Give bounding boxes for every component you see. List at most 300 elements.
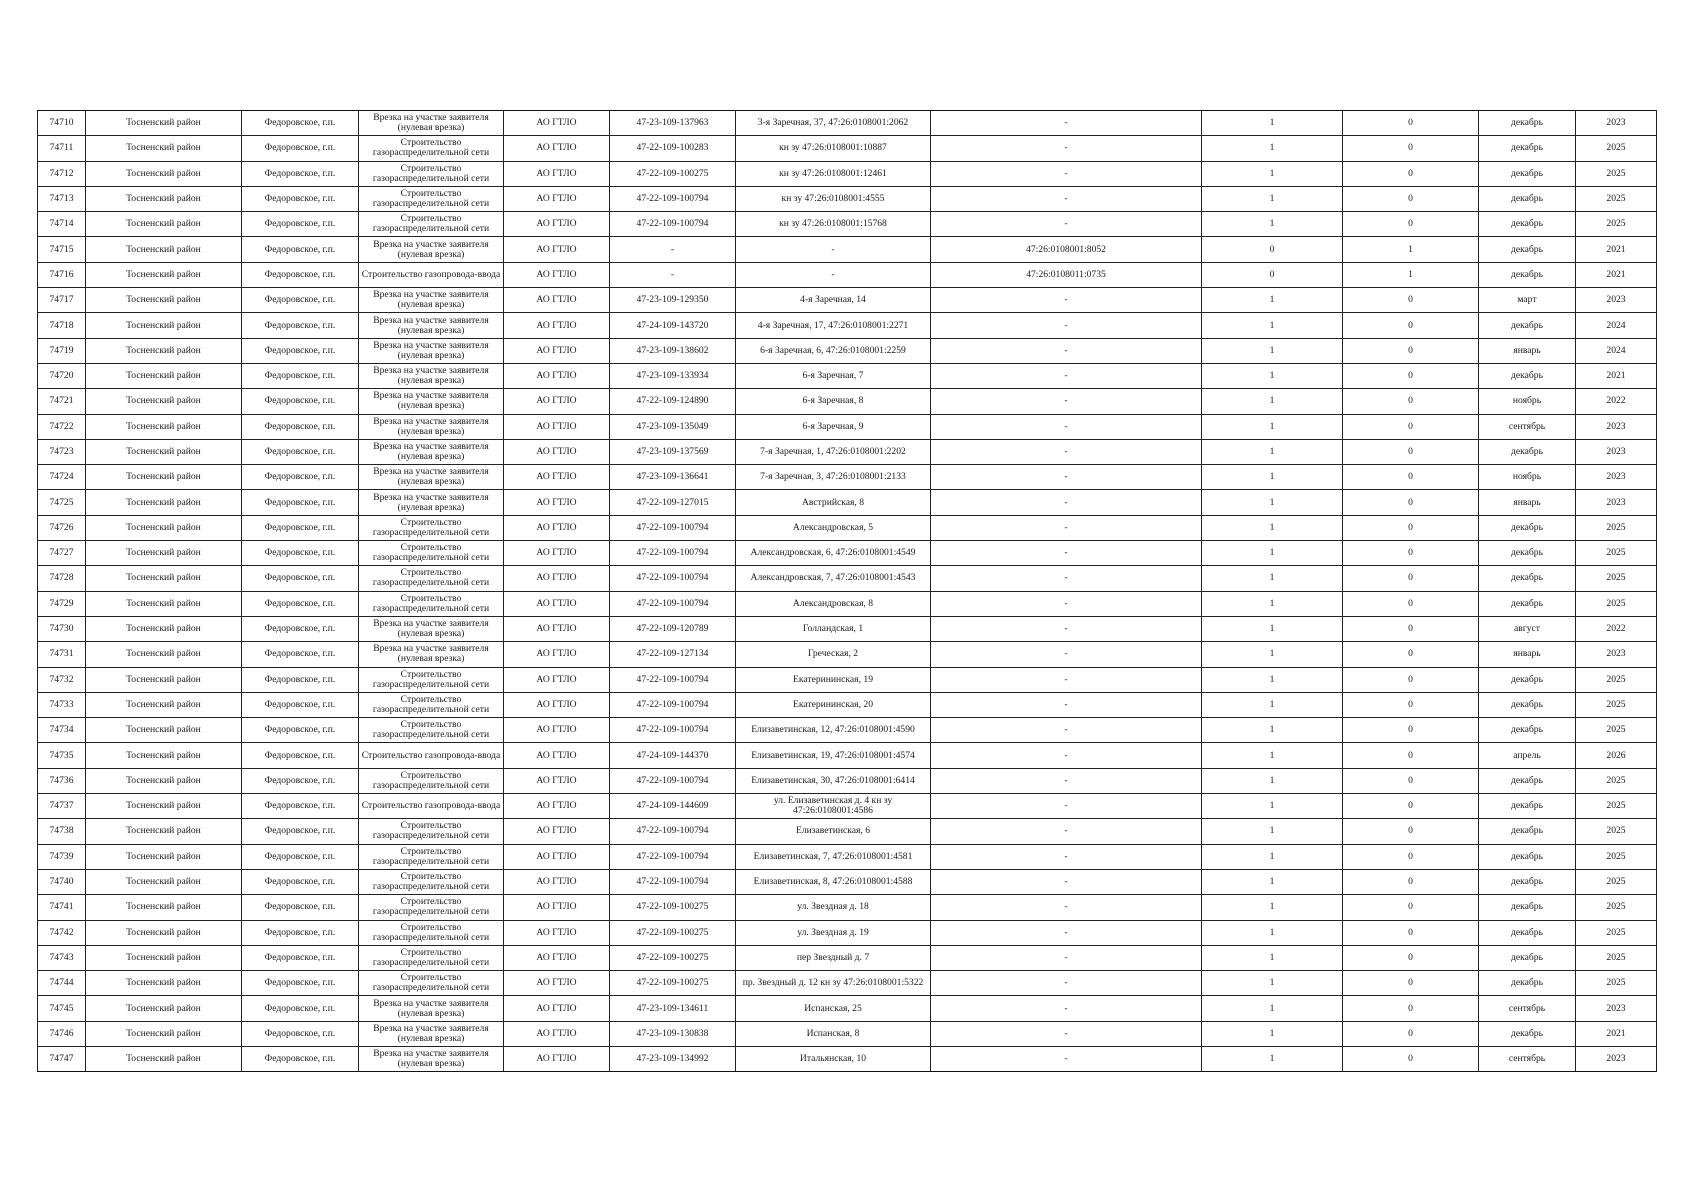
- settlement-cell: Федоровское, г.п.: [242, 996, 359, 1021]
- year-cell: 2023: [1576, 414, 1657, 439]
- district-cell: Тосненский район: [86, 212, 242, 237]
- id-cell: 74743: [38, 945, 86, 970]
- district-cell: Тосненский район: [86, 996, 242, 1021]
- count-b-cell: 1: [1343, 237, 1479, 262]
- month-cell: декабрь: [1479, 1021, 1576, 1046]
- district-cell: Тосненский район: [86, 338, 242, 363]
- cadastral-cell: -: [931, 844, 1202, 869]
- contract-number-cell: 47-22-109-100794: [610, 819, 736, 844]
- year-cell: 2023: [1576, 490, 1657, 515]
- district-cell: Тосненский район: [86, 945, 242, 970]
- settlement-cell: Федоровское, г.п.: [242, 490, 359, 515]
- count-a-cell: 1: [1202, 288, 1343, 313]
- year-cell: 2025: [1576, 591, 1657, 616]
- count-a-cell: 1: [1202, 541, 1343, 566]
- settlement-cell: Федоровское, г.п.: [242, 895, 359, 920]
- settlement-cell: Федоровское, г.п.: [242, 819, 359, 844]
- address-cell: Александровская, 7, 47:26:0108001:4543: [736, 566, 931, 591]
- table-row: [38, 895, 1657, 920]
- organization-cell: АО ГТЛО: [504, 363, 610, 388]
- cadastral-cell: -: [931, 642, 1202, 667]
- table-row: [38, 920, 1657, 945]
- organization-cell: АО ГТЛО: [504, 288, 610, 313]
- id-cell: 74736: [38, 768, 86, 793]
- count-b-cell: 0: [1343, 945, 1479, 970]
- address-cell: Елизаветинская, 7, 47:26:0108001:4581: [736, 844, 931, 869]
- count-a-cell: 1: [1202, 692, 1343, 717]
- organization-cell: АО ГТЛО: [504, 186, 610, 211]
- work-type-cell: Строительство газораспределительной сети: [359, 895, 504, 920]
- month-cell: сентябрь: [1479, 996, 1576, 1021]
- id-cell: 74737: [38, 794, 86, 819]
- id-cell: 74713: [38, 186, 86, 211]
- work-type-cell: Строительство газораспределительной сети: [359, 869, 504, 894]
- year-cell: 2025: [1576, 667, 1657, 692]
- organization-cell: АО ГТЛО: [504, 718, 610, 743]
- organization-cell: АО ГТЛО: [504, 136, 610, 161]
- contract-number-cell: 47-23-109-134992: [610, 1046, 736, 1071]
- district-cell: Тосненский район: [86, 515, 242, 540]
- year-cell: 2025: [1576, 819, 1657, 844]
- count-a-cell: 1: [1202, 515, 1343, 540]
- table-row: [38, 591, 1657, 616]
- id-cell: 74726: [38, 515, 86, 540]
- contract-number-cell: 47-23-109-136641: [610, 465, 736, 490]
- contract-number-cell: 47-24-109-144609: [610, 794, 736, 819]
- year-cell: 2025: [1576, 895, 1657, 920]
- count-b-cell: 0: [1343, 895, 1479, 920]
- organization-cell: АО ГТЛО: [504, 1046, 610, 1071]
- month-cell: декабрь: [1479, 111, 1576, 136]
- count-a-cell: 1: [1202, 414, 1343, 439]
- year-cell: 2025: [1576, 971, 1657, 996]
- work-type-cell: Врезка на участке заявителя (нулевая врезка): [359, 363, 504, 388]
- district-cell: Тосненский район: [86, 819, 242, 844]
- work-type-cell: Строительство газораспределительной сети: [359, 667, 504, 692]
- count-a-cell: 1: [1202, 642, 1343, 667]
- work-type-cell: Строительство газораспределительной сети: [359, 212, 504, 237]
- year-cell: 2023: [1576, 996, 1657, 1021]
- id-cell: 74746: [38, 1021, 86, 1046]
- id-cell: 74717: [38, 288, 86, 313]
- cadastral-cell: -: [931, 971, 1202, 996]
- address-cell: 7-я Заречная, 1, 47:26:0108001:2202: [736, 439, 931, 464]
- district-cell: Тосненский район: [86, 920, 242, 945]
- count-a-cell: 1: [1202, 338, 1343, 363]
- work-type-cell: Строительство газораспределительной сети: [359, 566, 504, 591]
- table-row: [38, 768, 1657, 793]
- month-cell: декабрь: [1479, 945, 1576, 970]
- organization-cell: АО ГТЛО: [504, 490, 610, 515]
- district-cell: Тосненский район: [86, 465, 242, 490]
- cadastral-cell: -: [931, 288, 1202, 313]
- id-cell: 74742: [38, 920, 86, 945]
- work-type-cell: Строительство газопровода-ввода: [359, 743, 504, 768]
- count-a-cell: 1: [1202, 313, 1343, 338]
- settlement-cell: Федоровское, г.п.: [242, 262, 359, 287]
- count-b-cell: 0: [1343, 465, 1479, 490]
- organization-cell: АО ГТЛО: [504, 667, 610, 692]
- contract-number-cell: 47-24-109-143720: [610, 313, 736, 338]
- month-cell: декабрь: [1479, 541, 1576, 566]
- district-cell: Тосненский район: [86, 642, 242, 667]
- district-cell: Тосненский район: [86, 262, 242, 287]
- month-cell: декабрь: [1479, 515, 1576, 540]
- id-cell: 74745: [38, 996, 86, 1021]
- cadastral-cell: -: [931, 212, 1202, 237]
- work-type-cell: Строительство газораспределительной сети: [359, 692, 504, 717]
- work-type-cell: Врезка на участке заявителя (нулевая врезка): [359, 465, 504, 490]
- settlement-cell: Федоровское, г.п.: [242, 186, 359, 211]
- settlement-cell: Федоровское, г.п.: [242, 111, 359, 136]
- count-b-cell: 0: [1343, 490, 1479, 515]
- count-b-cell: 0: [1343, 844, 1479, 869]
- settlement-cell: Федоровское, г.п.: [242, 541, 359, 566]
- district-cell: Тосненский район: [86, 186, 242, 211]
- work-type-cell: Строительство газораспределительной сети: [359, 768, 504, 793]
- id-cell: 74719: [38, 338, 86, 363]
- year-cell: 2022: [1576, 616, 1657, 641]
- month-cell: декабрь: [1479, 667, 1576, 692]
- organization-cell: АО ГТЛО: [504, 591, 610, 616]
- id-cell: 74712: [38, 161, 86, 186]
- table-row: [38, 844, 1657, 869]
- contract-number-cell: 47-22-109-100275: [610, 920, 736, 945]
- address-cell: 6-я Заречная, 7: [736, 363, 931, 388]
- contract-number-cell: 47-22-109-127015: [610, 490, 736, 515]
- contract-number-cell: 47-22-109-100794: [610, 844, 736, 869]
- table-body: [38, 111, 1657, 1072]
- count-a-cell: 1: [1202, 718, 1343, 743]
- settlement-cell: Федоровское, г.п.: [242, 136, 359, 161]
- month-cell: декабрь: [1479, 237, 1576, 262]
- count-a-cell: 1: [1202, 844, 1343, 869]
- settlement-cell: Федоровское, г.п.: [242, 718, 359, 743]
- count-a-cell: 1: [1202, 920, 1343, 945]
- settlement-cell: Федоровское, г.п.: [242, 566, 359, 591]
- district-cell: Тосненский район: [86, 136, 242, 161]
- count-a-cell: 1: [1202, 743, 1343, 768]
- count-b-cell: 0: [1343, 591, 1479, 616]
- table-row: [38, 794, 1657, 819]
- cadastral-cell: -: [931, 1046, 1202, 1071]
- address-cell: Елизаветинская, 12, 47:26:0108001:4590: [736, 718, 931, 743]
- table-row: [38, 136, 1657, 161]
- organization-cell: АО ГТЛО: [504, 313, 610, 338]
- address-cell: кн зу 47:26:0108001:15768: [736, 212, 931, 237]
- address-cell: Елизаветинская, 6: [736, 819, 931, 844]
- work-type-cell: Строительство газораспределительной сети: [359, 971, 504, 996]
- organization-cell: АО ГТЛО: [504, 869, 610, 894]
- count-a-cell: 1: [1202, 363, 1343, 388]
- settlement-cell: Федоровское, г.п.: [242, 591, 359, 616]
- organization-cell: АО ГТЛО: [504, 1021, 610, 1046]
- count-b-cell: 0: [1343, 692, 1479, 717]
- organization-cell: АО ГТЛО: [504, 566, 610, 591]
- address-cell: ул. Звездная д. 18: [736, 895, 931, 920]
- work-type-cell: Строительство газораспределительной сети: [359, 541, 504, 566]
- address-cell: ул. Елизаветинская д. 4 кн зу 47:26:0108001:4586: [736, 794, 931, 819]
- address-cell: Екатерининская, 20: [736, 692, 931, 717]
- organization-cell: АО ГТЛО: [504, 794, 610, 819]
- table-row: [38, 465, 1657, 490]
- id-cell: 74738: [38, 819, 86, 844]
- cadastral-cell: 47:26:0108011:0735: [931, 262, 1202, 287]
- cadastral-cell: -: [931, 313, 1202, 338]
- count-b-cell: 0: [1343, 212, 1479, 237]
- address-cell: -: [736, 237, 931, 262]
- address-cell: Александровская, 8: [736, 591, 931, 616]
- work-type-cell: Врезка на участке заявителя (нулевая врезка): [359, 616, 504, 641]
- work-type-cell: Врезка на участке заявителя (нулевая врезка): [359, 439, 504, 464]
- settlement-cell: Федоровское, г.п.: [242, 844, 359, 869]
- count-a-cell: 1: [1202, 895, 1343, 920]
- address-cell: Испанская, 8: [736, 1021, 931, 1046]
- cadastral-cell: -: [931, 692, 1202, 717]
- address-cell: 4-я Заречная, 14: [736, 288, 931, 313]
- year-cell: 2025: [1576, 844, 1657, 869]
- settlement-cell: Федоровское, г.п.: [242, 616, 359, 641]
- work-type-cell: Врезка на участке заявителя (нулевая врезка): [359, 313, 504, 338]
- id-cell: 74721: [38, 389, 86, 414]
- organization-cell: АО ГТЛО: [504, 642, 610, 667]
- year-cell: 2022: [1576, 389, 1657, 414]
- work-type-cell: Строительство газораспределительной сети: [359, 819, 504, 844]
- organization-cell: АО ГТЛО: [504, 439, 610, 464]
- table-row: [38, 389, 1657, 414]
- month-cell: сентябрь: [1479, 414, 1576, 439]
- district-cell: Тосненский район: [86, 743, 242, 768]
- table-row: [38, 718, 1657, 743]
- contract-number-cell: 47-22-109-100794: [610, 515, 736, 540]
- settlement-cell: Федоровское, г.п.: [242, 363, 359, 388]
- count-b-cell: 0: [1343, 515, 1479, 540]
- year-cell: 2025: [1576, 566, 1657, 591]
- settlement-cell: Федоровское, г.п.: [242, 743, 359, 768]
- cadastral-cell: 47:26:0108001:8052: [931, 237, 1202, 262]
- count-b-cell: 0: [1343, 743, 1479, 768]
- month-cell: январь: [1479, 642, 1576, 667]
- table-row: [38, 439, 1657, 464]
- district-cell: Тосненский район: [86, 692, 242, 717]
- address-cell: Итальянская, 10: [736, 1046, 931, 1071]
- settlement-cell: Федоровское, г.п.: [242, 642, 359, 667]
- settlement-cell: Федоровское, г.п.: [242, 692, 359, 717]
- address-cell: Елизаветинская, 8, 47:26:0108001:4588: [736, 869, 931, 894]
- table-row: [38, 161, 1657, 186]
- settlement-cell: Федоровское, г.п.: [242, 212, 359, 237]
- address-cell: пер Звездный д. 7: [736, 945, 931, 970]
- id-cell: 74730: [38, 616, 86, 641]
- year-cell: 2025: [1576, 794, 1657, 819]
- id-cell: 74722: [38, 414, 86, 439]
- table-row: [38, 490, 1657, 515]
- address-cell: Елизаветинская, 30, 47:26:0108001:6414: [736, 768, 931, 793]
- table-row: [38, 616, 1657, 641]
- address-cell: 7-я Заречная, 3, 47:26:0108001:2133: [736, 465, 931, 490]
- district-cell: Тосненский район: [86, 313, 242, 338]
- district-cell: Тосненский район: [86, 718, 242, 743]
- work-type-cell: Врезка на участке заявителя (нулевая врезка): [359, 1021, 504, 1046]
- count-b-cell: 0: [1343, 541, 1479, 566]
- id-cell: 74724: [38, 465, 86, 490]
- year-cell: 2023: [1576, 465, 1657, 490]
- district-cell: Тосненский район: [86, 363, 242, 388]
- table-row: [38, 111, 1657, 136]
- year-cell: 2025: [1576, 541, 1657, 566]
- table-row: [38, 338, 1657, 363]
- table-row: [38, 186, 1657, 211]
- month-cell: декабрь: [1479, 869, 1576, 894]
- month-cell: апрель: [1479, 743, 1576, 768]
- count-a-cell: 1: [1202, 971, 1343, 996]
- month-cell: декабрь: [1479, 566, 1576, 591]
- address-cell: 3-я Заречная, 37, 47:26:0108001:2062: [736, 111, 931, 136]
- settlement-cell: Федоровское, г.п.: [242, 439, 359, 464]
- count-b-cell: 0: [1343, 288, 1479, 313]
- year-cell: 2025: [1576, 945, 1657, 970]
- count-b-cell: 0: [1343, 566, 1479, 591]
- address-cell: 6-я Заречная, 9: [736, 414, 931, 439]
- count-a-cell: 1: [1202, 186, 1343, 211]
- district-cell: Тосненский район: [86, 490, 242, 515]
- month-cell: август: [1479, 616, 1576, 641]
- organization-cell: АО ГТЛО: [504, 262, 610, 287]
- table-row: [38, 692, 1657, 717]
- organization-cell: АО ГТЛО: [504, 768, 610, 793]
- month-cell: март: [1479, 288, 1576, 313]
- id-cell: 74710: [38, 111, 86, 136]
- id-cell: 74723: [38, 439, 86, 464]
- contract-number-cell: 47-23-109-134611: [610, 996, 736, 1021]
- contract-number-cell: 47-22-109-100794: [610, 667, 736, 692]
- count-b-cell: 0: [1343, 1046, 1479, 1071]
- work-type-cell: Врезка на участке заявителя (нулевая врезка): [359, 288, 504, 313]
- settlement-cell: Федоровское, г.п.: [242, 794, 359, 819]
- organization-cell: АО ГТЛО: [504, 541, 610, 566]
- district-cell: Тосненский район: [86, 111, 242, 136]
- work-type-cell: Строительство газопровода-ввода: [359, 794, 504, 819]
- year-cell: 2025: [1576, 920, 1657, 945]
- cadastral-cell: -: [931, 591, 1202, 616]
- count-b-cell: 0: [1343, 389, 1479, 414]
- contract-number-cell: 47-22-109-127134: [610, 642, 736, 667]
- district-cell: Тосненский район: [86, 869, 242, 894]
- count-b-cell: 0: [1343, 616, 1479, 641]
- district-cell: Тосненский район: [86, 794, 242, 819]
- contract-number-cell: 47-24-109-144370: [610, 743, 736, 768]
- organization-cell: АО ГТЛО: [504, 692, 610, 717]
- count-a-cell: 1: [1202, 136, 1343, 161]
- count-a-cell: 0: [1202, 262, 1343, 287]
- count-a-cell: 1: [1202, 996, 1343, 1021]
- count-b-cell: 0: [1343, 819, 1479, 844]
- contract-number-cell: 47-22-109-100275: [610, 895, 736, 920]
- cadastral-cell: -: [931, 111, 1202, 136]
- contract-number-cell: 47-23-109-133934: [610, 363, 736, 388]
- work-type-cell: Строительство газораспределительной сети: [359, 591, 504, 616]
- cadastral-cell: -: [931, 465, 1202, 490]
- year-cell: 2025: [1576, 136, 1657, 161]
- contract-number-cell: 47-23-109-130838: [610, 1021, 736, 1046]
- cadastral-cell: -: [931, 718, 1202, 743]
- contract-number-cell: 47-22-109-100794: [610, 566, 736, 591]
- district-cell: Тосненский район: [86, 844, 242, 869]
- id-cell: 74727: [38, 541, 86, 566]
- address-cell: кн зу 47:26:0108001:12461: [736, 161, 931, 186]
- settlement-cell: Федоровское, г.п.: [242, 389, 359, 414]
- id-cell: 74718: [38, 313, 86, 338]
- year-cell: 2025: [1576, 768, 1657, 793]
- id-cell: 74711: [38, 136, 86, 161]
- month-cell: декабрь: [1479, 136, 1576, 161]
- id-cell: 74741: [38, 895, 86, 920]
- year-cell: 2024: [1576, 338, 1657, 363]
- month-cell: декабрь: [1479, 768, 1576, 793]
- id-cell: 74747: [38, 1046, 86, 1071]
- count-b-cell: 0: [1343, 920, 1479, 945]
- work-type-cell: Врезка на участке заявителя (нулевая врезка): [359, 237, 504, 262]
- table-row: [38, 996, 1657, 1021]
- address-cell: 6-я Заречная, 8: [736, 389, 931, 414]
- district-cell: Тосненский район: [86, 971, 242, 996]
- count-b-cell: 0: [1343, 768, 1479, 793]
- contract-number-cell: 47-23-109-137569: [610, 439, 736, 464]
- id-cell: 74714: [38, 212, 86, 237]
- contract-number-cell: -: [610, 262, 736, 287]
- district-cell: Тосненский район: [86, 288, 242, 313]
- id-cell: 74734: [38, 718, 86, 743]
- count-a-cell: 1: [1202, 616, 1343, 641]
- table-row: [38, 1021, 1657, 1046]
- work-type-cell: Строительство газораспределительной сети: [359, 844, 504, 869]
- year-cell: 2025: [1576, 869, 1657, 894]
- count-a-cell: 1: [1202, 465, 1343, 490]
- year-cell: 2025: [1576, 212, 1657, 237]
- district-cell: Тосненский район: [86, 591, 242, 616]
- cadastral-cell: -: [931, 161, 1202, 186]
- month-cell: декабрь: [1479, 895, 1576, 920]
- cadastral-cell: -: [931, 768, 1202, 793]
- cadastral-cell: -: [931, 566, 1202, 591]
- contract-number-cell: 47-22-109-100794: [610, 869, 736, 894]
- contract-number-cell: 47-22-109-100794: [610, 541, 736, 566]
- cadastral-cell: -: [931, 439, 1202, 464]
- cadastral-cell: -: [931, 541, 1202, 566]
- address-cell: Елизаветинская, 19, 47:26:0108001:4574: [736, 743, 931, 768]
- organization-cell: АО ГТЛО: [504, 819, 610, 844]
- id-cell: 74729: [38, 591, 86, 616]
- month-cell: декабрь: [1479, 363, 1576, 388]
- count-b-cell: 1: [1343, 262, 1479, 287]
- district-cell: Тосненский район: [86, 161, 242, 186]
- month-cell: декабрь: [1479, 819, 1576, 844]
- table-row: [38, 262, 1657, 287]
- contract-number-cell: 47-22-109-100794: [610, 186, 736, 211]
- organization-cell: АО ГТЛО: [504, 338, 610, 363]
- count-a-cell: 1: [1202, 566, 1343, 591]
- id-cell: 74728: [38, 566, 86, 591]
- organization-cell: АО ГТЛО: [504, 996, 610, 1021]
- table-row: [38, 363, 1657, 388]
- month-cell: декабрь: [1479, 844, 1576, 869]
- cadastral-cell: -: [931, 794, 1202, 819]
- count-b-cell: 0: [1343, 794, 1479, 819]
- settlement-cell: Федоровское, г.п.: [242, 971, 359, 996]
- address-cell: Голландская, 1: [736, 616, 931, 641]
- work-type-cell: Врезка на участке заявителя (нулевая врезка): [359, 414, 504, 439]
- month-cell: декабрь: [1479, 161, 1576, 186]
